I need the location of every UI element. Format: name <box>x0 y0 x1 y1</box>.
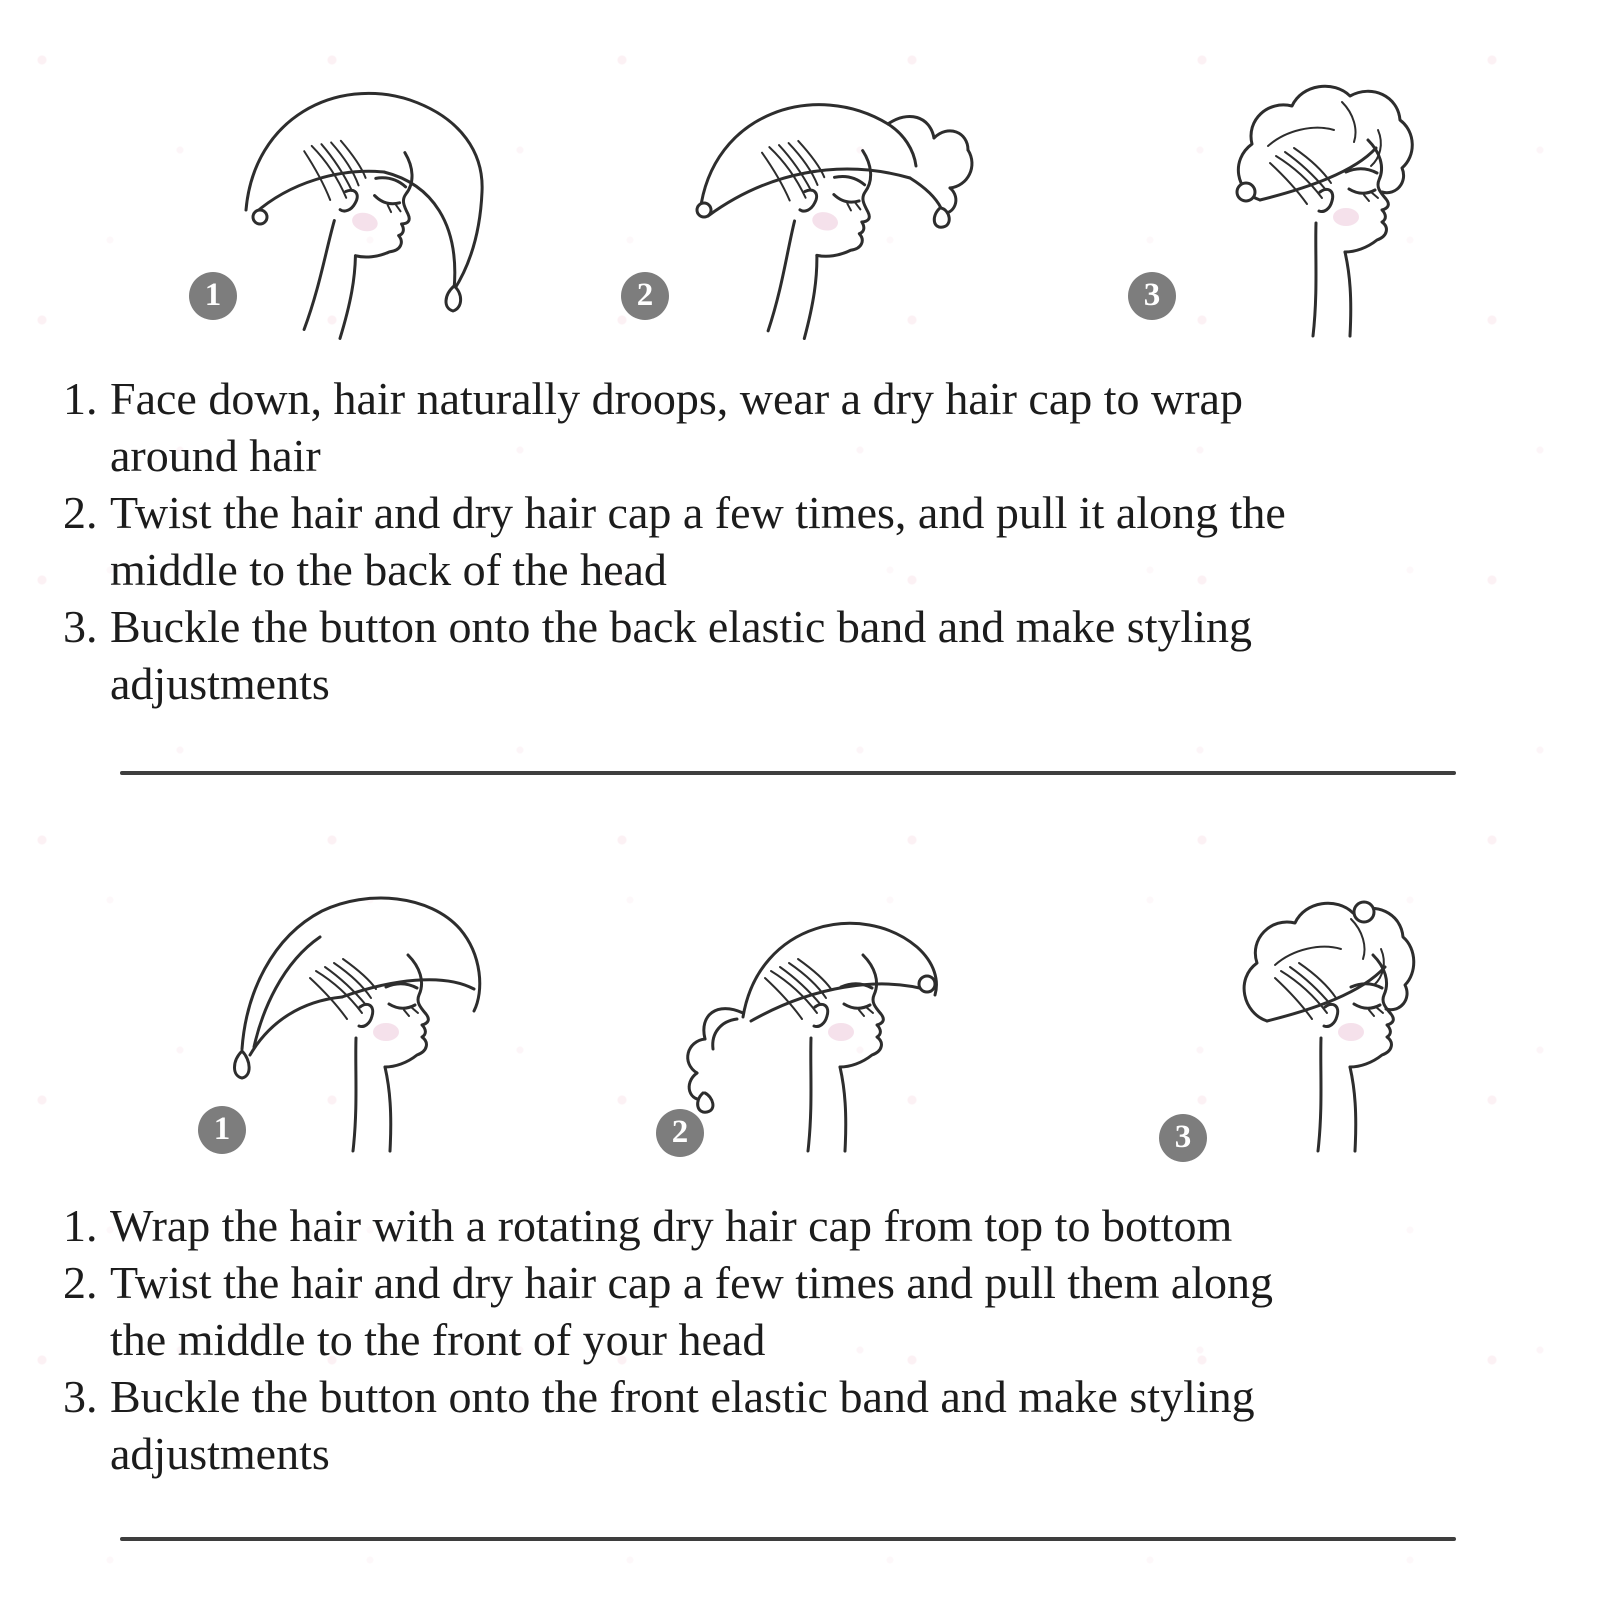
step-text <box>110 1254 1273 1368</box>
step-badge-number: 3 <box>1174 1118 1192 1155</box>
instructions-list-back-method <box>63 370 1286 712</box>
step-badge-number: 2 <box>636 276 654 313</box>
step-number: 3. <box>63 601 98 652</box>
step-badge-number: 1 <box>204 276 222 313</box>
step-number: 1. <box>63 373 98 424</box>
step-badge-number: 2 <box>671 1113 689 1150</box>
step-text <box>110 598 1252 712</box>
step-number: 1. <box>63 1200 98 1251</box>
step-text-line: Buckle the button onto the back elastic band and make styling <box>110 601 1253 652</box>
list-item <box>63 1254 1273 1368</box>
step-text <box>110 1368 1255 1482</box>
woman-head-cap-drawing-icon <box>590 855 990 1155</box>
step-badge-1 <box>189 272 237 320</box>
illustration-step-3-buckle-front <box>1080 855 1480 1155</box>
step-text-line: Face down, hair naturally droops, wear a dry hair cap to wrap <box>110 373 1243 424</box>
step-badge-number: 1 <box>213 1110 231 1147</box>
illustration-step-1-wrap-top-to-bottom <box>130 855 530 1155</box>
section-divider <box>120 771 1456 775</box>
step-text <box>110 484 1286 598</box>
step-badge-2 <box>621 272 669 320</box>
step-text-line: the middle to the front of your head <box>110 1314 766 1365</box>
illustration-step-1-wrap-face-down <box>130 40 530 340</box>
step-text-line: around hair <box>110 430 321 481</box>
step-text <box>110 1197 1232 1254</box>
list-item <box>63 484 1286 598</box>
step-text-line: Twist the hair and dry hair cap a few times, and pull it along the <box>110 487 1286 538</box>
step-text-line: Twist the hair and dry hair cap a few times and pull them along <box>110 1257 1274 1308</box>
step-number: 2. <box>63 1257 98 1308</box>
illustration-step-2-twist-to-front <box>590 855 990 1155</box>
step-badge-3 <box>1159 1114 1207 1162</box>
list-item <box>63 598 1286 712</box>
step-text-line: middle to the back of the head <box>110 544 667 595</box>
step-text <box>110 370 1243 484</box>
illustration-step-3-buckle-back <box>1080 40 1480 340</box>
step-badge-1 <box>198 1106 246 1154</box>
illustration-step-2-twist-to-back <box>590 40 990 340</box>
step-badge-number: 3 <box>1143 276 1161 313</box>
step-badge-2 <box>656 1109 704 1157</box>
step-number: 2. <box>63 487 98 538</box>
woman-head-cap-drawing-icon <box>130 855 530 1155</box>
step-number: 3. <box>63 1371 98 1422</box>
instructions-list-front-method <box>63 1197 1273 1482</box>
list-item <box>63 370 1286 484</box>
step-badge-3 <box>1128 272 1176 320</box>
section-divider <box>120 1537 1456 1541</box>
step-text-line: Buckle the button onto the front elastic band and make styling <box>110 1371 1255 1422</box>
step-text-line: adjustments <box>110 658 330 709</box>
step-text-line: adjustments <box>110 1428 330 1479</box>
woman-head-cap-drawing-icon <box>1080 855 1480 1155</box>
list-item <box>63 1368 1273 1482</box>
list-item <box>63 1197 1273 1254</box>
step-text-line: Wrap the hair with a rotating dry hair cap from top to bottom <box>110 1200 1233 1251</box>
